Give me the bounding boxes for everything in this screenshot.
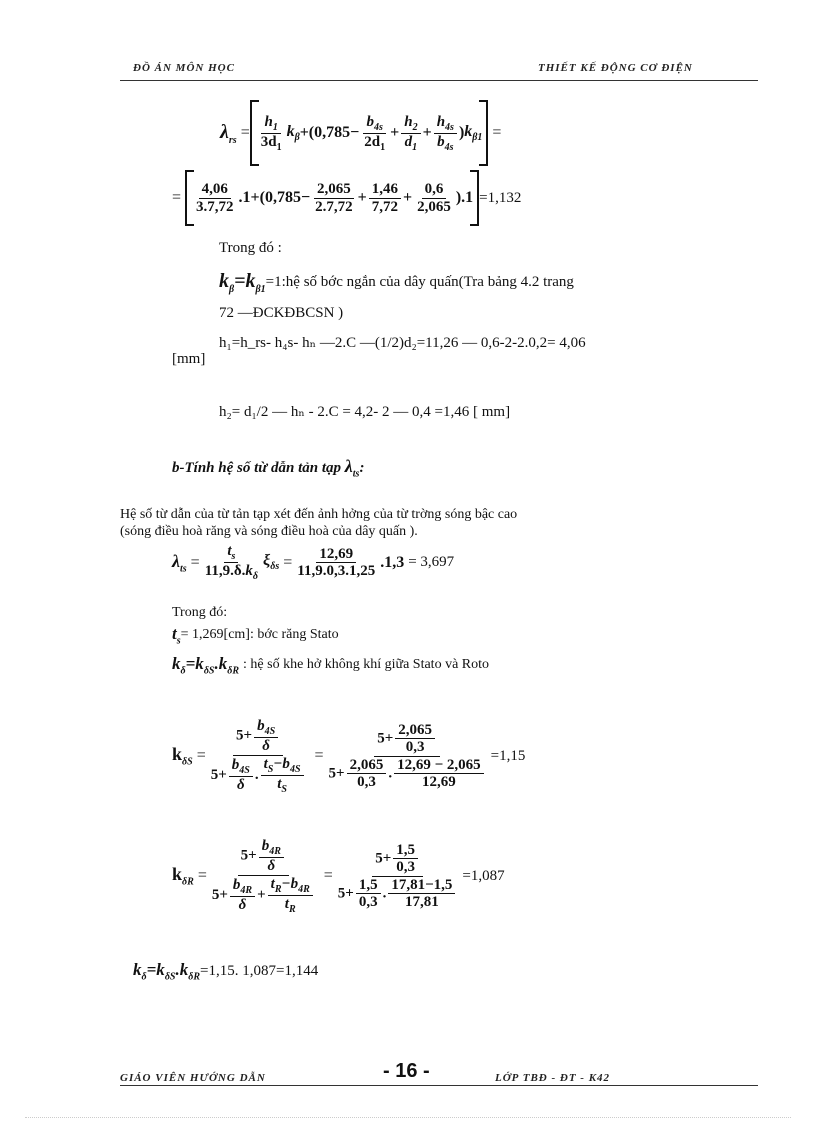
page-number: - 16 - — [383, 1060, 430, 1082]
footer-rule — [120, 1085, 758, 1086]
frac-d1: 3.7,72 — [196, 198, 234, 215]
h1-unit: [mm] — [172, 351, 206, 367]
kdr-d1: 0,3 — [396, 859, 415, 876]
term-1: .1+(0,785− — [238, 189, 311, 206]
section-b-title: b-Tính hệ số từ dẫn tản tạp $\lambda_{ts}$: — [172, 456, 365, 480]
frac-n1: 4,06 — [199, 181, 231, 199]
kdelta-desc: : hệ số khe hở không khí giữa Stato và Roto — [243, 657, 490, 673]
kds-d3: 12,69 — [422, 774, 456, 791]
term-4: ).1 — [455, 189, 474, 206]
h1-line: h₁=h_rs- h₄s- hₙ —2.C —(1/2)d₂=11,26 — 0,6-2-2.0,2= 4,06 — [219, 335, 586, 351]
lambda-ts-num: 12,69 — [316, 546, 356, 564]
kdr-n2: 1,5 — [356, 877, 381, 895]
lambda-ts-result: = 3,697 — [408, 554, 455, 570]
footer-left: GIÁO VIÊN HƯỚNG DẪN — [120, 1072, 266, 1084]
page-bottom-dotted-line — [25, 1117, 791, 1118]
footer-right: LỚP TBĐ - ĐT - K42 — [495, 1072, 611, 1084]
kdr-n3: 17,81−1,5 — [388, 877, 455, 895]
trong-do-2: Trong đó: — [172, 605, 228, 620]
header-left: ĐỒ ÁN MÔN HỌC — [133, 62, 235, 74]
formula-lambda-rs-definition: $\lambda_{rs}$ = $\frac{h_1}{3d_1}$ $k_\beta$ +(0,785− $\frac{b_{4s}}{2d_1}$ + $\frac{h_2}{d_1}$ + $\frac{h_{4s}}{b_{4s}}$ ) $k_{\beta 1}$ = — [220, 100, 501, 166]
trong-do-label: Trong đó : — [219, 240, 282, 256]
kbeta-desc: =1:hệ số bớc ngắn của dây quấn(Tra bảng 4.2 trang — [265, 274, 574, 290]
kbeta-line2: 72 —ĐCKĐBCSN ) — [219, 305, 344, 321]
header-rule — [120, 80, 758, 81]
formula-lambda-rs-values: = $\frac{4,06}{3.7,72}$ .1+(0,785− $\frac{2,065}{2.7,72}$ + $\frac{1,46}{7,72}$ + $\frac{0,6}{2,065}$ ).1 =1,132 — [172, 170, 521, 226]
frac-d4: 2,065 — [417, 198, 451, 215]
lambda-ts-den: 11,9.0,3.1,25 — [297, 563, 376, 579]
kdr-result: =1,087 — [462, 867, 505, 884]
frac-n4: 0,6 — [422, 181, 447, 199]
lambda-ts-mult: .1,3 — [380, 553, 405, 571]
h2-line: h₂= d₁/2 — hₙ - 2.C = 4,2- 2 — 0,4 =1,46 [ mm] — [219, 404, 511, 420]
lambda-rs-result: =1,132 — [479, 189, 522, 206]
frac-n3: 1,46 — [369, 181, 401, 199]
frac-d3: 7,72 — [371, 198, 398, 215]
kds-n1: 2,065 — [395, 722, 435, 740]
header-right: THIẾT KẾ ĐỘNG CƠ ĐIỆN — [538, 62, 693, 74]
kbeta-line: $k_\beta=k_{\beta 1}$ =1:hệ số bớc ngắn của dây quấn(Tra bảng 4.2 trang — [219, 270, 574, 295]
formula-lambda-ts: $\lambda_{ts}$ = $\frac{t_s}{11,9.\delta.k_\delta}$ $\xi_{\delta s}$ = $\frac{12,69}{11,9.0,3.1,25}$ .1,3 = 3,697 — [172, 543, 455, 582]
formula-k-delta-r: $k_{\delta R}$ = 5+ $\frac{b_{4R}}{\delta}$ 5+ $\frac{b_{4R}}{\delta}$ + $\frac{t_R-b_{4R}}{t_R}$ = 5+ $\frac{1,5}{0,3}$ 5+ $\frac{1,5}{0,3}$ . $\frac{17,81-1,5}{17,81}$ =1,087 — [172, 838, 505, 915]
frac-d2: 2.7,72 — [315, 198, 353, 215]
ts-line: $t_s$ = 1,269[cm]: bớc răng Stato — [172, 624, 339, 647]
kdr-d2: 0,3 — [358, 894, 378, 911]
para-line-1: Hệ số từ dẫn của từ tản tạp xét đến ảnh hởng của từ trờng sóng bậc cao — [120, 507, 518, 522]
kds-d2: 0,3 — [357, 774, 376, 791]
ts-desc: = 1,269[cm]: bớc răng Stato — [180, 627, 339, 643]
kds-n3: 12,69 − 2,065 — [394, 757, 484, 775]
k-delta-final-value: =1,15. 1,087=1,144 — [200, 962, 319, 979]
formula-k-delta-s: $k_{\delta S}$ = 5+ $\frac{b_{4S}}{\delta}$ 5+ $\frac{b_{4S}}{\delta}$ . $\frac{t_S-b_{4S}}{t_S}$ = 5+ $\frac{2,065}{0,3}$ 5+ $\frac{2,065}{0,3}$ . $\frac{12,69 - 2,065}{12,69}$ =1,15 — [172, 718, 526, 795]
kdr-n1: 1,5 — [393, 842, 418, 860]
para-line-2: (sóng điều hoà răng và sóng điều hoà của dây quấn ). — [120, 524, 418, 539]
kds-result: =1,15 — [490, 747, 526, 764]
frac-n2: 2,065 — [314, 181, 354, 199]
kds-d1: 0,3 — [405, 739, 425, 756]
formula-k-delta-final: $k_\delta=k_{\delta S}.k_{\delta R}$ =1,15. 1,087=1,144 — [133, 960, 319, 983]
kdelta-line: $k_\delta=k_{\delta S}.k_{\delta R}$ : hệ số khe hở không khí giữa Stato và Roto — [172, 654, 490, 677]
section-b-title-text: b-Tính hệ số từ dẫn tản tạp — [172, 460, 342, 476]
kds-n2: 2,065 — [347, 757, 387, 775]
kdr-d3: 17,81 — [405, 894, 439, 911]
